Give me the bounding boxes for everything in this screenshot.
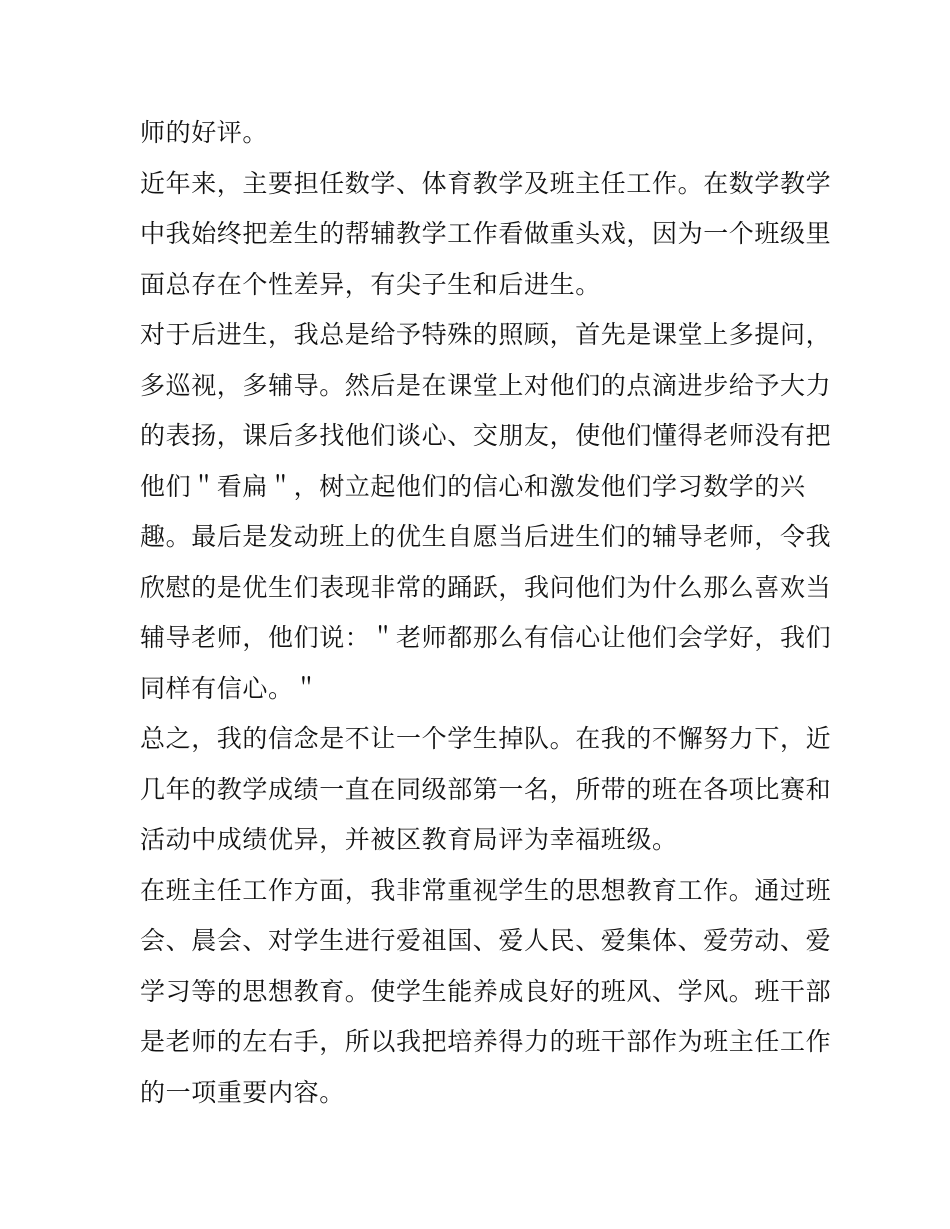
text-line: 的一项重要内容。 bbox=[140, 1077, 345, 1107]
text-line: 几年的教学成绩一直在同级部第一名，所带的班在各项比赛和 bbox=[140, 774, 832, 804]
text-line: 活动中成绩优异，并被区教育局评为幸福班级。 bbox=[140, 825, 678, 854]
text-line: 辅导老师，他们说：＂老师都那么有信心让他们会学好，我们 bbox=[140, 623, 832, 652]
text-line: 学习等的思想教育。使学生能养成良好的班风、学风。班干部 bbox=[140, 976, 832, 1006]
text-line: 总之，我的信念是不让一个学生掉队。在我的不懈努力下，近 bbox=[140, 724, 832, 753]
text-line: 他们＂看扁＂，树立起他们的信心和激发他们学习数学的兴 bbox=[140, 471, 806, 501]
text-line: 会、晨会、对学生进行爱祖国、爱人民、爱集体、爱劳动、爱 bbox=[140, 926, 832, 955]
text-line: 师的好评。 bbox=[140, 118, 269, 147]
text-line: 趣。最后是发动班上的优生自愿当后进生们的辅导老师，令我 bbox=[140, 522, 832, 551]
text-line: 的表扬，课后多找他们谈心、交朋友，使他们懂得老师没有把 bbox=[140, 421, 832, 450]
text-line: 是老师的左右手，所以我把培养得力的班干部作为班主任工作 bbox=[140, 1027, 832, 1056]
text-line: 在班主任工作方面，我非常重视学生的思想教育工作。通过班 bbox=[140, 875, 832, 905]
paragraph-2 bbox=[140, 159, 832, 311]
paragraph-4 bbox=[140, 714, 832, 866]
document-body bbox=[140, 108, 832, 1118]
text-line: 同样有信心。＂ bbox=[140, 673, 320, 703]
text-line: 近年来，主要担任数学、体育教学及班主任工作。在数学教学 bbox=[140, 168, 832, 198]
text-line: 多巡视，多辅导。然后是在课堂上对他们的点滴进步给予大力 bbox=[140, 370, 832, 400]
paragraph-5 bbox=[140, 866, 832, 1119]
text-line: 欣慰的是优生们表现非常的踊跃，我问他们为什么那么喜欢当 bbox=[140, 572, 832, 602]
paragraph-3 bbox=[140, 310, 832, 714]
text-line: 中我始终把差生的帮辅教学工作看做重头戏，因为一个班级里 bbox=[140, 219, 832, 248]
paragraph-1 bbox=[140, 108, 820, 159]
text-line: 面总存在个性差异，有尖子生和后进生。 bbox=[140, 269, 601, 299]
text-line: 对于后进生，我总是给予特殊的照顾，首先是课堂上多提问， bbox=[140, 320, 832, 349]
